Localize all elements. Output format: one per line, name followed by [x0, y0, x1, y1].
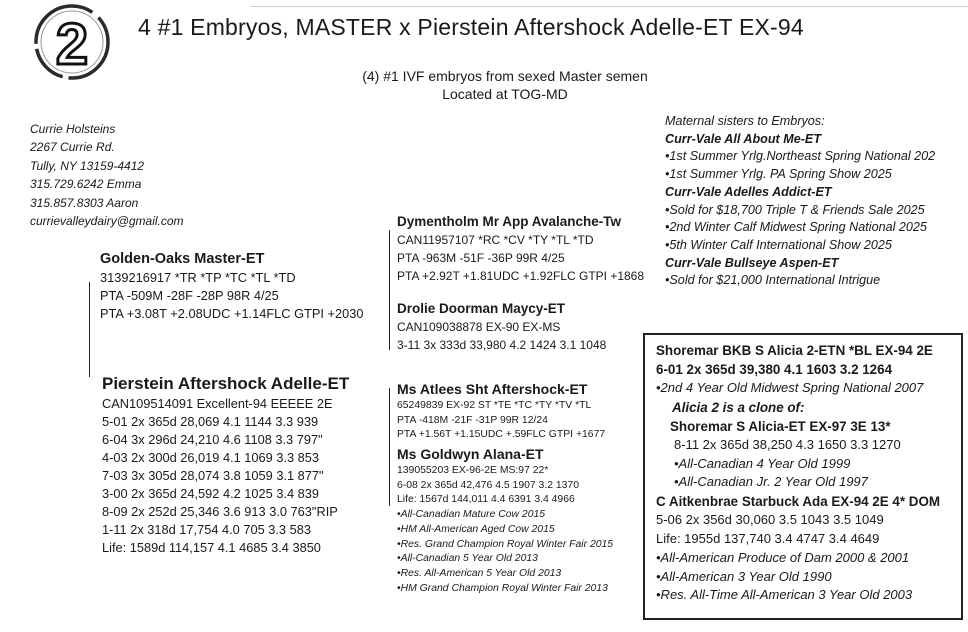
- dam-dam-award: •HM All-American Aged Cow 2015: [397, 523, 555, 535]
- sire-sire-block: [397, 214, 644, 285]
- sister-1-note: •1st Summer Yrlg.Northeast Spring National 202: [665, 149, 936, 164]
- dam-line: 7-03 3x 305d 28,074 3.8 1059 3.1 877": [102, 468, 324, 483]
- sister-2-note: •Sold for $18,700 Triple T & Friends Sale 2025: [665, 202, 925, 217]
- dam-dam-line: 139055203 EX-96-2E MS:97 22*: [397, 465, 549, 476]
- header-rule: [250, 6, 968, 7]
- cow2-record: 8-11 2x 365d 38,250 4.3 1650 3.3 1270: [674, 436, 901, 452]
- dam-line: 4-03 2x 300d 26,019 4.1 1069 3.3 853: [102, 450, 320, 465]
- sire-sire-name: Dymentholm Mr App Avalanche-Tw: [397, 214, 622, 229]
- lot-number-badge: [22, 2, 122, 84]
- dam-line: 1-11 2x 318d 17,754 4.0 705 3.3 583: [102, 522, 311, 537]
- maternal-sisters: [665, 113, 935, 290]
- dam-dam-line: 6-08 2x 365d 42,476 4.5 1907 3.2 1370: [397, 479, 579, 491]
- pedigree-line-sire-dam: [89, 282, 90, 377]
- sister-3-name: Curr-Vale Bullseye Aspen-ET: [665, 255, 839, 270]
- contact-phone-aaron: 315.857.8303 Aaron: [30, 195, 139, 210]
- sire-dam-name: Drolie Doorman Maycy-ET: [397, 301, 566, 316]
- dam-line: Life: 1589d 114,157 4.1 4685 3.4 3850: [102, 540, 321, 555]
- dam-line: 8-09 2x 252d 25,346 3.6 913 3.0 763"RIP: [102, 504, 338, 519]
- cow2-name: Shoremar S Alicia-ET EX-97 3E 13*: [670, 418, 891, 434]
- cow1-award: •2nd 4 Year Old Midwest Spring National 2007: [656, 380, 924, 395]
- dam-dam-line: Life: 1567d 144,011 4.4 6391 3.4 4966: [397, 494, 575, 506]
- dam-dam-award: •Res. Grand Champion Royal Winter Fair 2015: [397, 538, 614, 550]
- sister-2-note: •2nd Winter Calf Midwest Spring National 2025: [665, 220, 927, 235]
- cow1-record: 6-01 2x 365d 39,380 4.1 1603 3.2 1264: [656, 362, 893, 377]
- dam-dam-award: •Res. All-American 5 Year Old 2013: [397, 567, 562, 579]
- sire-name: Golden-Oaks Master-ET: [100, 251, 265, 267]
- dam-line: 5-01 2x 365d 28,069 4.1 1144 3.3 939: [102, 414, 319, 429]
- page-title: 4 #1 Embryos, MASTER x Pierstein Aftershock Adelle-ET EX-94: [138, 14, 804, 40]
- maternal-heading: Maternal sisters to Embryos:: [665, 114, 825, 128]
- dam-dam-name: Ms Goldwyn Alana-ET: [397, 446, 544, 462]
- cow-family-box: [643, 333, 963, 620]
- cow3-name: C Aitkenbrae Starbuck Ada EX-94 2E 4* DOM: [656, 494, 941, 510]
- sire-block: [100, 251, 363, 323]
- sister-3-note: •Sold for $21,000 International Intrigue: [665, 273, 881, 288]
- contact-phone-emma: 315.729.6242 Emma: [30, 177, 142, 192]
- sire-sire-line: PTA +2.92T +1.81UDC +1.92FLC GTPI +1868: [397, 269, 645, 283]
- dam-line: 3-00 2x 365d 24,592 4.2 1025 3.4 839: [102, 486, 320, 501]
- subtitle-line-2: Located at TOG-MD: [442, 86, 568, 102]
- sire-line: PTA +3.08T +2.08UDC +1.14FLC GTPI +2030: [100, 306, 364, 321]
- cow2-award: •All-Canadian Jr. 2 Year Old 1997: [674, 474, 868, 490]
- sire-dam-line: 3-11 3x 333d 33,980 4.2 1424 3.1 1048: [397, 338, 607, 352]
- cow1-name: Shoremar BKB S Alicia 2-ETN *BL EX-94 2E: [656, 343, 933, 358]
- pedigree-line-sire-parents: [389, 230, 390, 350]
- cow3-record: 5-06 2x 356d 30,060 3.5 1043 3.5 1049: [656, 512, 884, 528]
- sire-sire-line: PTA -963M -51F -36P 99R 4/25: [397, 251, 565, 265]
- dam-dam-award: •All-Canadian 5 Year Old 2013: [397, 553, 538, 565]
- sire-sire-line: CAN11957107 *RC *CV *TY *TL *TD: [397, 233, 594, 247]
- sire-line: PTA -509M -28F -28P 98R 4/25: [100, 288, 279, 303]
- dam-dam-award: •All-Canadian Mature Cow 2015: [397, 509, 546, 521]
- subtitle: [300, 67, 710, 103]
- sister-2-note: •5th Winter Calf International Show 2025: [665, 237, 892, 252]
- contact-farm: Currie Holsteins: [30, 122, 116, 136]
- lot-number: 2: [55, 12, 89, 77]
- contact-city: Tully, NY 13159-4412: [30, 158, 145, 173]
- dam-sire-line: 65249839 EX-92 ST *TE *TC *TY *TV *TL: [397, 400, 592, 411]
- pedigree-line-dam-parents: [389, 388, 390, 506]
- dam-sire-name: Ms Atlees Sht Aftershock-ET: [397, 381, 588, 397]
- sire-dam-block: [397, 301, 606, 354]
- dam-dam-block: [397, 446, 613, 596]
- dam-line: 6-04 3x 296d 24,210 4.6 1108 3.3 797": [102, 432, 323, 447]
- cow3-award: •Res. All-Time All-American 3 Year Old 2003: [656, 587, 913, 603]
- dam-sire-line: PTA +1.56T +1.15UDC +.59FLC GTPI +1677: [397, 429, 606, 441]
- cow3-record: Life: 1955d 137,740 3.4 4747 3.4 4649: [656, 530, 880, 546]
- clone-note: Alicia 2 is a clone of:: [672, 399, 805, 415]
- dam-sire-block: [397, 381, 605, 443]
- dam-dam-award: •HM Grand Champion Royal Winter Fair 2013: [397, 582, 608, 594]
- dam-sire-line: PTA -418M -21F -31P 99R 12/24: [397, 414, 548, 426]
- dam-line: CAN109514091 Excellent-94 EEEEE 2E: [102, 396, 333, 411]
- dam-name: Pierstein Aftershock Adelle-ET: [102, 374, 350, 393]
- sire-line: 3139216917 *TR *TP *TC *TL *TD: [100, 270, 296, 285]
- cow3-award: •All-American 3 Year Old 1990: [656, 568, 832, 584]
- subtitle-line-1: (4) #1 IVF embryos from sexed Master semen: [362, 68, 648, 84]
- sister-1-name: Curr-Vale All About Me-ET: [665, 131, 822, 146]
- sister-1-note: •1st Summer Yrlg. PA Spring Show 2025: [665, 167, 892, 182]
- cow2-award: •All-Canadian 4 Year Old 1999: [674, 455, 851, 471]
- sire-dam-line: CAN109038878 EX-90 EX-MS: [397, 320, 561, 334]
- contact-address: 2267 Currie Rd.: [30, 140, 115, 155]
- sister-2-name: Curr-Vale Adelles Addict-ET: [665, 184, 832, 199]
- contact-email: currievalleydairy@gmail.com: [30, 214, 184, 229]
- cow3-award: •All-American Produce of Dam 2000 & 2001: [656, 549, 910, 565]
- dam-block: [102, 374, 349, 557]
- contact-info: [30, 120, 184, 230]
